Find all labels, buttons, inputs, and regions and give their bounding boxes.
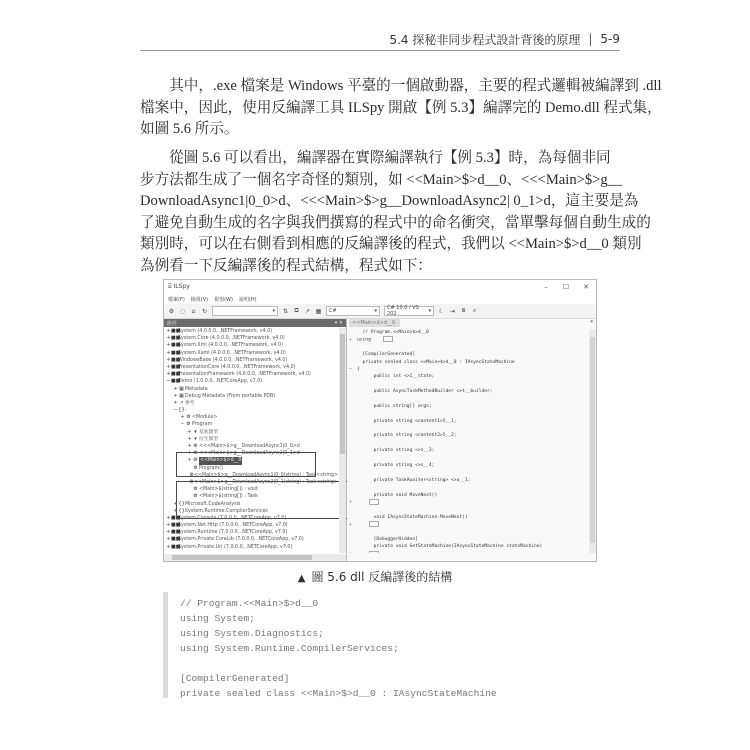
nav-icon[interactable]: ⇥	[449, 307, 456, 315]
tree-node[interactable]	[164, 407, 338, 414]
tree-node-label: <<<Main>$>g__DownloadAsync2|0_1>d	[199, 451, 300, 457]
tree-node-label: System (4.0.0.0, .NETFramework, v4.0)	[178, 329, 273, 334]
expand-node-icon[interactable]: +	[166, 342, 171, 349]
code-line	[349, 551, 587, 553]
assembly-pane	[164, 319, 347, 561]
code-line	[349, 425, 587, 432]
node-type-icon: ↗	[179, 399, 184, 406]
expand-node-icon[interactable]: +	[166, 335, 171, 342]
code-text: {	[357, 366, 360, 372]
search-icon[interactable]: ⌕	[472, 307, 477, 314]
code-text: private TaskAwaiter<string> <>u__1;	[357, 477, 471, 483]
code-text: using	[357, 337, 371, 343]
code-text: [DebuggerHidden]	[357, 536, 418, 542]
code-text: // Program.<<Main>$>d__0	[357, 330, 429, 335]
tree-node[interactable]	[164, 357, 338, 364]
code-line	[349, 373, 587, 380]
node-type-icon: ■■	[171, 536, 181, 543]
pane-header	[164, 319, 346, 327]
expand-node-icon[interactable]: +	[187, 435, 192, 442]
tree-node[interactable]	[164, 501, 338, 508]
triangle-icon: ▲	[297, 573, 306, 584]
tree-node[interactable]	[164, 457, 338, 464]
tree-node-label: System.Xaml (4.0.0.0, .NETFramework, v4.0)	[178, 350, 286, 356]
code-text: public string[] args;	[357, 403, 432, 409]
code-text: private string <content2>5__2;	[357, 433, 457, 439]
folded-block-icon[interactable]	[369, 499, 379, 505]
code-line	[349, 447, 587, 454]
node-type-icon: ■■	[171, 363, 181, 370]
code-text: private void SetStateMachine(IAsyncStateMachine stateMachine)	[357, 544, 543, 550]
code-vertical-scrollbar[interactable]	[589, 329, 596, 553]
tree-node-label: Program	[192, 422, 213, 428]
node-type-icon: ⚙	[189, 478, 194, 485]
expand-node-icon[interactable]: +	[166, 514, 171, 521]
tree-node-label: <<<Main>$>g__DownloadAsync1|0_0>d	[199, 444, 300, 449]
tree-node-label: Program()	[199, 465, 223, 471]
gear-icon[interactable]: ⚙	[168, 307, 175, 315]
tree-node[interactable]	[164, 378, 338, 385]
decompiled-code	[349, 329, 587, 553]
tree-node-label: <Main>$(string[]) : void	[199, 487, 258, 493]
tree-node-label: System.Private.CoreLib (7.0.0.0, .NETCoreApp, v7.0)	[178, 537, 304, 543]
code-text: private string <>s__3;	[357, 448, 435, 454]
menu-file[interactable]: 檔案(F)	[168, 296, 185, 303]
open-icon[interactable]: ⌂	[191, 307, 196, 315]
tree-node[interactable]	[164, 400, 338, 407]
expand-node-icon[interactable]: +	[173, 392, 178, 399]
tree-node-label: System.Console (7.0.0.0, .NETCoreApp, v7.0)	[178, 515, 287, 521]
tree-node[interactable]	[164, 421, 338, 428]
code-line	[349, 543, 587, 550]
expand-node-icon[interactable]: +	[173, 399, 178, 406]
code-line: [CompilerGenerated]	[180, 673, 290, 684]
version-select[interactable]: C# 10.0 / VS 202 ▾	[384, 306, 434, 316]
expand-node-icon[interactable]: +	[166, 328, 171, 334]
expand-node-icon[interactable]: +	[166, 363, 171, 370]
tree-node[interactable]	[164, 335, 338, 342]
expand-node-icon[interactable]: +	[166, 529, 171, 536]
code-listing	[163, 592, 603, 698]
ilspy-window	[163, 279, 597, 562]
code-line	[349, 418, 587, 425]
panes	[164, 319, 596, 561]
code-line	[349, 351, 587, 358]
version-value: C# 10.0 / VS 202	[387, 305, 419, 317]
expand-node-icon[interactable]: +	[187, 450, 192, 457]
close-button[interactable]: ✕	[583, 283, 589, 291]
code-line	[349, 514, 587, 521]
tree-node[interactable]	[164, 393, 338, 400]
code-line	[180, 656, 603, 671]
collapse-node-icon[interactable]: −	[166, 378, 171, 385]
tree-node-label: 參考	[185, 400, 195, 406]
maximize-button[interactable]: ☐	[562, 283, 570, 291]
tree-node-label: Microsoft.CodeAnalysis	[185, 501, 241, 507]
tree-node[interactable]	[164, 486, 338, 493]
code-line	[349, 506, 587, 513]
code-line	[349, 455, 587, 462]
node-type-icon: ▾	[194, 428, 197, 435]
code-line	[349, 396, 587, 403]
filter-icon[interactable]: ▦	[315, 307, 322, 315]
code-text: private string <content1>5__1;	[357, 418, 457, 424]
collapse-icon[interactable]: ⧉	[294, 307, 299, 314]
text-line: 為例看一下反編譯後的程式結構，程式如下：	[140, 257, 432, 274]
expand-node-icon[interactable]: +	[187, 443, 192, 449]
tree-node-label: -	[185, 408, 187, 414]
tree-node-label: System.Private.Uri (7.0.0.0, .NETCoreApp, v7.0)	[178, 544, 293, 550]
code-line	[349, 403, 587, 410]
code-line	[349, 484, 587, 491]
tree-node[interactable]	[164, 350, 338, 357]
text-line: DownloadAsync1|0_0>d、<<<Main>$>g__DownloadAsync2| 0_1>d，這主要是為	[140, 193, 639, 209]
node-type-icon: {}	[178, 500, 185, 507]
tree-node[interactable]	[164, 450, 338, 457]
tree-node[interactable]	[164, 436, 338, 443]
assembly-list-select[interactable]: ▾	[212, 306, 278, 316]
node-type-icon: ■■	[171, 335, 181, 342]
code-line	[349, 521, 587, 528]
folded-block-icon[interactable]	[369, 521, 379, 527]
text-line: 其中，.exe 檔案是 Windows 平臺的一個啟動器，主要的程式邏輯被編譯到 .dll	[169, 78, 662, 94]
code-text: [CompilerGenerated]	[357, 352, 416, 358]
tree-node-label: <<Main>$>d__0	[200, 458, 242, 464]
code-line	[349, 477, 587, 484]
expand-node-icon[interactable]: +	[173, 500, 178, 507]
menu-bar	[164, 294, 596, 304]
tree-node-label: Demo (1.0.0.0, .NETCoreApp, v7.0)	[178, 379, 263, 385]
code-line	[349, 410, 587, 417]
code-line	[349, 381, 587, 388]
fold-gutter-icon[interactable]: +	[349, 500, 352, 506]
tree-node-label: <<Main>$>g__DownloadAsync1|0_0(string) : Task<string>	[193, 472, 338, 478]
code-line: using System.Diagnostics;	[180, 628, 324, 639]
language-value: C#	[329, 308, 337, 314]
node-type-icon: ■■	[171, 529, 181, 536]
code-line	[349, 536, 587, 543]
node-type-icon: ⚙	[193, 486, 198, 493]
tree-node[interactable]	[164, 508, 338, 515]
node-type-icon: ■■	[171, 328, 181, 334]
tree-node-label: 衍生類型	[199, 436, 219, 442]
tree-node[interactable]	[164, 386, 338, 393]
node-type-icon: ⚙	[189, 471, 194, 478]
tree-node[interactable]	[164, 515, 338, 522]
tree-node-label: Debug Metadata (From portable PDB)	[185, 393, 276, 399]
expand-node-icon[interactable]: +	[166, 349, 171, 356]
node-type-icon: ⚙	[193, 450, 198, 457]
code-text: private sealed class <<Main>$>d__0 : IAsyncStateMachine	[357, 359, 515, 365]
tree-node-label: System.Core (4.0.0.0, .NETFramework, v4.0)	[178, 336, 285, 342]
tree-node-label: Metadata	[185, 386, 208, 392]
node-type-icon: ■■	[171, 514, 181, 521]
tree-node-label: 基底類型	[199, 429, 219, 435]
expand-node-icon[interactable]: +	[166, 356, 171, 363]
tree-horizontal-scrollbar[interactable]	[164, 554, 346, 561]
node-type-icon: ■■	[171, 349, 181, 356]
tree-node-label: System.Runtime.CompilerServices	[185, 508, 268, 514]
page-number: 5-9	[600, 32, 620, 46]
tree-vertical-scrollbar[interactable]	[339, 328, 346, 553]
text-line: 了避免自動生成的名字與我們撰寫的程式中的命名衝突，當單擊每個自動生成的	[140, 214, 651, 231]
tree-node[interactable]	[164, 429, 338, 436]
code-line	[349, 336, 587, 343]
code-line	[349, 344, 587, 351]
tree-node-label: <Main>$(string[]) : Task	[199, 494, 258, 500]
paragraph-explanation	[140, 148, 651, 277]
node-type-icon: ▾	[194, 435, 197, 442]
expand-node-icon[interactable]: +	[173, 385, 178, 392]
menu-window[interactable]: 視窗(W)	[214, 296, 233, 303]
expand-node-icon[interactable]: +	[180, 414, 185, 421]
node-type-icon: ■■	[171, 543, 181, 550]
tree-node[interactable]	[164, 443, 338, 450]
code-text: private void MoveNext()	[357, 492, 438, 498]
toolbar	[164, 304, 596, 319]
expand-node-icon[interactable]: +	[173, 507, 178, 514]
tree-node[interactable]	[164, 544, 338, 551]
expand-node-icon[interactable]: +	[166, 543, 171, 550]
expand-node-icon[interactable]: +	[187, 428, 192, 435]
tree-node[interactable]	[164, 472, 338, 479]
tree-node-label: System.Runtime (7.0.0.0, .NETCoreApp, v7.0)	[178, 530, 288, 536]
code-line: // Program.<<Main>$>d__0	[180, 598, 319, 609]
code-text: public int <>1__state;	[357, 374, 435, 380]
tree-node[interactable]	[164, 414, 338, 421]
code-line	[349, 388, 587, 395]
fold-gutter-icon[interactable]: +	[349, 522, 352, 528]
title-bar	[164, 280, 596, 294]
folded-block-icon[interactable]	[383, 336, 393, 342]
tree-node-label: PresentationCore (4.0.0.0, .NETFramework, v4.0)	[178, 364, 296, 370]
expand-icon[interactable]: ↗	[304, 307, 311, 315]
node-type-icon: ⚙	[193, 457, 198, 464]
tree-node-label: <<Main>$>g__DownloadAsync2|0_1(string) : Task<string>	[193, 479, 338, 485]
theme-icon[interactable]: ☾	[438, 307, 445, 315]
sort-icon[interactable]: ⇅	[282, 307, 289, 315]
collapse-node-icon[interactable]: −	[180, 421, 185, 428]
tree-node[interactable]	[164, 371, 338, 378]
code-line	[349, 359, 587, 366]
tree-node[interactable]	[164, 465, 338, 472]
tree-node[interactable]	[164, 479, 338, 486]
code-line: using System.Runtime.CompilerServices;	[180, 643, 399, 654]
node-type-icon: ⚙	[193, 493, 198, 500]
node-type-icon: {}	[178, 407, 185, 414]
node-type-icon: ▦	[179, 392, 184, 399]
folded-block-icon[interactable]	[369, 551, 379, 553]
text-line: 類別時，可以在右側看到相應的反編譯後的程式，我們以 <<Main>$>d__0 類別	[140, 236, 642, 252]
tree-node-label: System.Xml (4.0.0.0, .NETFramework, v4.0)	[178, 343, 283, 349]
code-line	[349, 440, 587, 447]
window-title-text: ILSpy	[173, 283, 190, 290]
section-title: 5.4 探秘非同步程式設計背後的原理	[389, 32, 581, 47]
code-line	[349, 492, 587, 499]
menu-help[interactable]: 說明(H)	[238, 296, 257, 303]
fold-gutter-icon[interactable]: +	[349, 337, 352, 343]
code-line: private sealed class <<Main>$>d__0 : IAsyncStateMachine	[180, 688, 497, 699]
tree-node[interactable]	[164, 364, 338, 371]
minimize-button[interactable]: –	[544, 283, 548, 291]
collapse-node-icon[interactable]: −	[173, 407, 178, 414]
node-type-icon: ⚙	[186, 421, 191, 428]
tree-node-label: WindowsBase (4.0.0.0, .NETFramework, v4.0)	[178, 357, 288, 363]
node-type-icon: ■■	[171, 371, 181, 378]
window-icon[interactable]: ⧈	[461, 307, 466, 314]
text-line: 從圖 5.6 可以看出，編譯器在實際編譯執行【例 5.3】時，為每個非同	[169, 150, 611, 166]
running-header	[140, 28, 620, 51]
code-line	[349, 499, 587, 506]
tab-decompiled[interactable]: <<Main>$>d__0	[349, 319, 400, 327]
code-pane	[347, 319, 596, 561]
code-text: void IAsyncStateMachine.MoveNext()	[357, 514, 468, 520]
text-line: 檔案中，因此，使用反編譯工具 ILSpy 開啟【例 5.3】編譯完的 Demo.dll 程式集，	[140, 99, 662, 116]
code-line	[349, 329, 587, 336]
fold-gutter-icon[interactable]: −	[349, 366, 352, 372]
node-type-icon: {}	[178, 507, 185, 514]
language-select[interactable]: C# ▾	[326, 306, 380, 316]
code-line	[349, 462, 587, 469]
node-type-icon: ⚙	[193, 464, 198, 471]
tree-node[interactable]	[164, 493, 338, 500]
node-type-icon: ▦	[179, 385, 184, 392]
paragraph-intro	[140, 76, 662, 141]
node-type-icon: ⚙	[193, 443, 198, 449]
code-line: using System;	[180, 613, 255, 624]
tree-node-label: <Module>	[192, 415, 218, 421]
tab-dropdown-icon[interactable]: ▾	[590, 319, 593, 325]
text-line: 如圖 5.6 所示。	[140, 121, 239, 137]
tree-node[interactable]	[164, 522, 338, 529]
expand-node-icon[interactable]: +	[166, 522, 171, 529]
tree-node[interactable]	[164, 529, 338, 536]
node-type-icon: ■■	[171, 342, 181, 349]
tree-node[interactable]	[164, 536, 338, 543]
code-line	[349, 469, 587, 476]
text-line: 步方法都生成了一個名字奇怪的類別，如 <<Main>$>d__0、<<<Main>$>g__	[140, 171, 623, 188]
refresh-icon[interactable]: ↻	[201, 307, 208, 315]
pane-title: 組件	[167, 320, 178, 327]
node-type-icon: ⚙	[186, 414, 191, 421]
code-line	[349, 366, 587, 373]
pane-options-icon[interactable]: ▾ ✕	[334, 320, 343, 326]
node-type-icon: ■■	[171, 378, 181, 385]
fold-gutter-icon[interactable]	[349, 551, 357, 553]
window-title: ⌸ ILSpy	[168, 283, 190, 290]
caption-text: 圖 5.6 dll 反編譯後的結構	[311, 570, 453, 584]
node-type-icon: ■■	[171, 356, 181, 363]
tree-node-label: PresentationFramework (4.0.0.0, .NETFramework, v4.0)	[178, 372, 311, 378]
tree-node[interactable]	[164, 328, 338, 335]
code-line	[349, 529, 587, 536]
expand-node-icon[interactable]: +	[187, 457, 192, 464]
node-type-icon: ■■	[171, 522, 181, 529]
back-icon[interactable]: ◌	[179, 307, 186, 315]
figure-caption	[0, 568, 750, 585]
code-text: private string <>s__4;	[357, 463, 435, 469]
assembly-tree	[164, 328, 338, 553]
menu-view[interactable]: 檢視(V)	[190, 296, 209, 303]
expand-node-icon[interactable]: +	[166, 371, 171, 378]
tree-node-label: System.Net.Http (7.0.0.0, .NETCoreApp, v7.0)	[178, 523, 288, 529]
tree-node[interactable]	[164, 342, 338, 349]
code-line	[349, 432, 587, 439]
header-separator: |	[588, 32, 593, 46]
code-text: public AsyncTaskMethodBuilder <>t__builder;	[357, 389, 493, 395]
expand-node-icon[interactable]: +	[166, 536, 171, 543]
